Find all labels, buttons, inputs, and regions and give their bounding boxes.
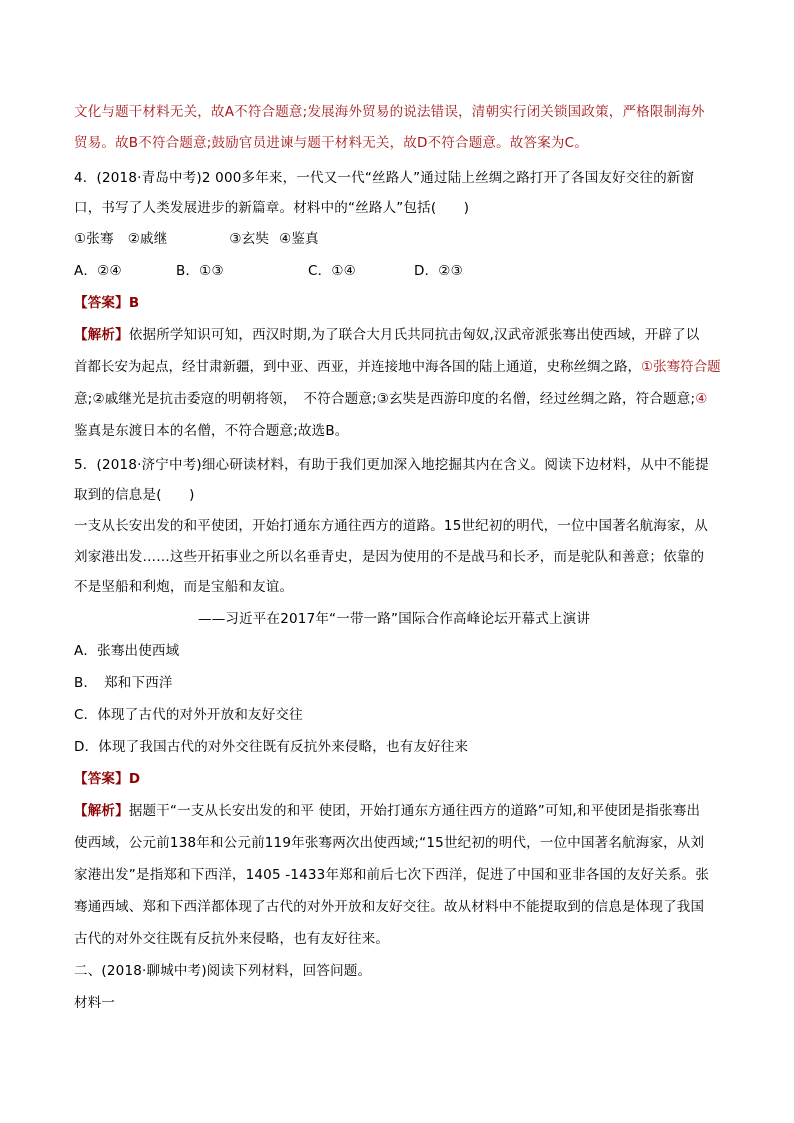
q5-material-line-2: 刘家港出发……这些开拓事业之所以名垂青史，是因为使用的不是战马和长矛，而是驼队和善意；依靠的 — [74, 549, 705, 565]
q4-option-b: B．①③ — [176, 263, 224, 279]
q4-analysis-line-2 — [74, 358, 721, 376]
q4-option-a: A．②④ — [74, 263, 122, 279]
q4-analysis-text-3b: ④ — [695, 391, 708, 407]
q4-items — [74, 230, 319, 248]
q5-option-c: C．体现了古代的对外开放和友好交往 — [74, 707, 303, 723]
q4-stem-line-2: 口，书写了人类发展进步的新篇章。材料中的“丝路人”包括( ) — [74, 200, 470, 216]
prev-analysis-line-2: 贸易。故B不符合题意;鼓励官员进谏与题干材料无关，故D不符合题意。故答案为C。 — [74, 135, 588, 151]
q4-stem-line-1: 4．(2018·青岛中考)2 000多年来，一代又一代“丝路人”通过陆上丝绸之路打开了各国友好交往的新窗 — [74, 170, 695, 186]
q5-stem-line-1: 5．(2018·济宁中考)细心研读材料，有助于我们更加深入地挖掘其内在含义。阅读下边材料，从中不能提 — [74, 457, 709, 473]
q5-option-a: A．张骞出使西域 — [74, 643, 180, 659]
q4-analysis-text-3a: 意;②戚继光是抗击委寇的明朝将领， 不符合题意;③玄奘是西游印度的名僧，经过丝绸之路，符合题意; — [74, 391, 696, 407]
q4-analysis-text-2a: 首都长安为起点，经甘肃新疆，到中亚、西亚，并连接地中海各国的陆上通道，史称丝绸之路， — [74, 359, 641, 375]
q5-material-line-1: 一支从长安出发的和平使团，开始打通东方通往西方的道路。15世纪初的明代，一位中国著名航海家，从 — [74, 518, 709, 534]
q5-source: ——习近平在2017年“一带一路”国际合作高峰论坛开幕式上演讲 — [198, 611, 591, 627]
q5-option-d: D．体现了我国古代的对外交往既有反抗外来侵略，也有友好往来 — [74, 739, 469, 755]
prev-analysis-line-1: 文化与题干材料无关，故A不符合题意;发展海外贸易的说法错误，清朝实行闭关锁国政策，严格限制海外 — [74, 104, 705, 120]
q5-answer-value: D — [128, 771, 141, 787]
q4-analysis-line-1 — [74, 326, 700, 344]
q5-analysis-line-3: 家港出发”是指郑和下西洋，1405 -1433年郑和前后七次下西洋，促进了中国和亚非各国的友好关系。张 — [74, 867, 710, 883]
q4-item-2: ②戚继 — [127, 231, 168, 247]
q4-analysis-line-4: 鉴真是东渡日本的名僧，不符合题意;故选B。 — [74, 423, 349, 439]
q4-answer-label: 【答案】 — [74, 295, 129, 311]
q5-analysis-line-4: 骞通西域、郑和下西洋都体现了古代的对外开放和友好交往。故从材料中不能提取到的信息是体现了我国 — [74, 899, 705, 915]
q5-option-b: B． 郑和下西洋 — [74, 675, 173, 691]
q4-answer — [74, 294, 139, 312]
q4-analysis-line-3 — [74, 390, 708, 408]
q4-item-4: ④鉴真 — [279, 231, 319, 247]
q4-analysis-text-2b: ①张骞符合题 — [641, 359, 721, 375]
q4-analysis-label: 【解析】 — [74, 327, 129, 343]
q4-option-c: C．①④ — [308, 263, 356, 279]
q4-answer-value: B — [128, 295, 140, 311]
q5-analysis-line-1 — [74, 802, 700, 820]
part2-material-label: 材料一 — [74, 995, 116, 1011]
q5-analysis-text-1: 据题干“一支从长安出发的和平 使团，开始打通东方通往西方的道路”可知,和平使团是指张骞出 — [128, 803, 701, 819]
q4-item-3: ③玄奘 — [229, 231, 270, 247]
q5-analysis-line-2: 使西域，公元前138年和公元前119年张骞两次出使西域;“15世纪初的明代，一位中国著名航海家，从刘 — [74, 835, 705, 851]
q4-option-d: D．②③ — [414, 263, 463, 279]
q5-material-line-3: 不是坚船和利炮，而是宝船和友谊。 — [74, 579, 294, 595]
q4-item-1: ①张骞 — [74, 231, 114, 247]
q5-answer — [74, 770, 140, 788]
q5-answer-label: 【答案】 — [74, 771, 129, 787]
part2-heading: 二、(2018·聊城中考)阅读下列材料，回答问题。 — [74, 963, 372, 979]
q5-stem-line-2: 取到的信息是( ) — [74, 487, 195, 503]
q5-analysis-label: 【解析】 — [74, 803, 129, 819]
q4-analysis-text-1: 依据所学知识可知，西汉时期,为了联合大月氏共同抗击匈奴,汉武帝派张骞出使西域，开辟了以 — [128, 327, 700, 343]
q5-analysis-line-5: 古代的对外交往既有反抗外来侵略，也有友好往来。 — [74, 931, 390, 947]
